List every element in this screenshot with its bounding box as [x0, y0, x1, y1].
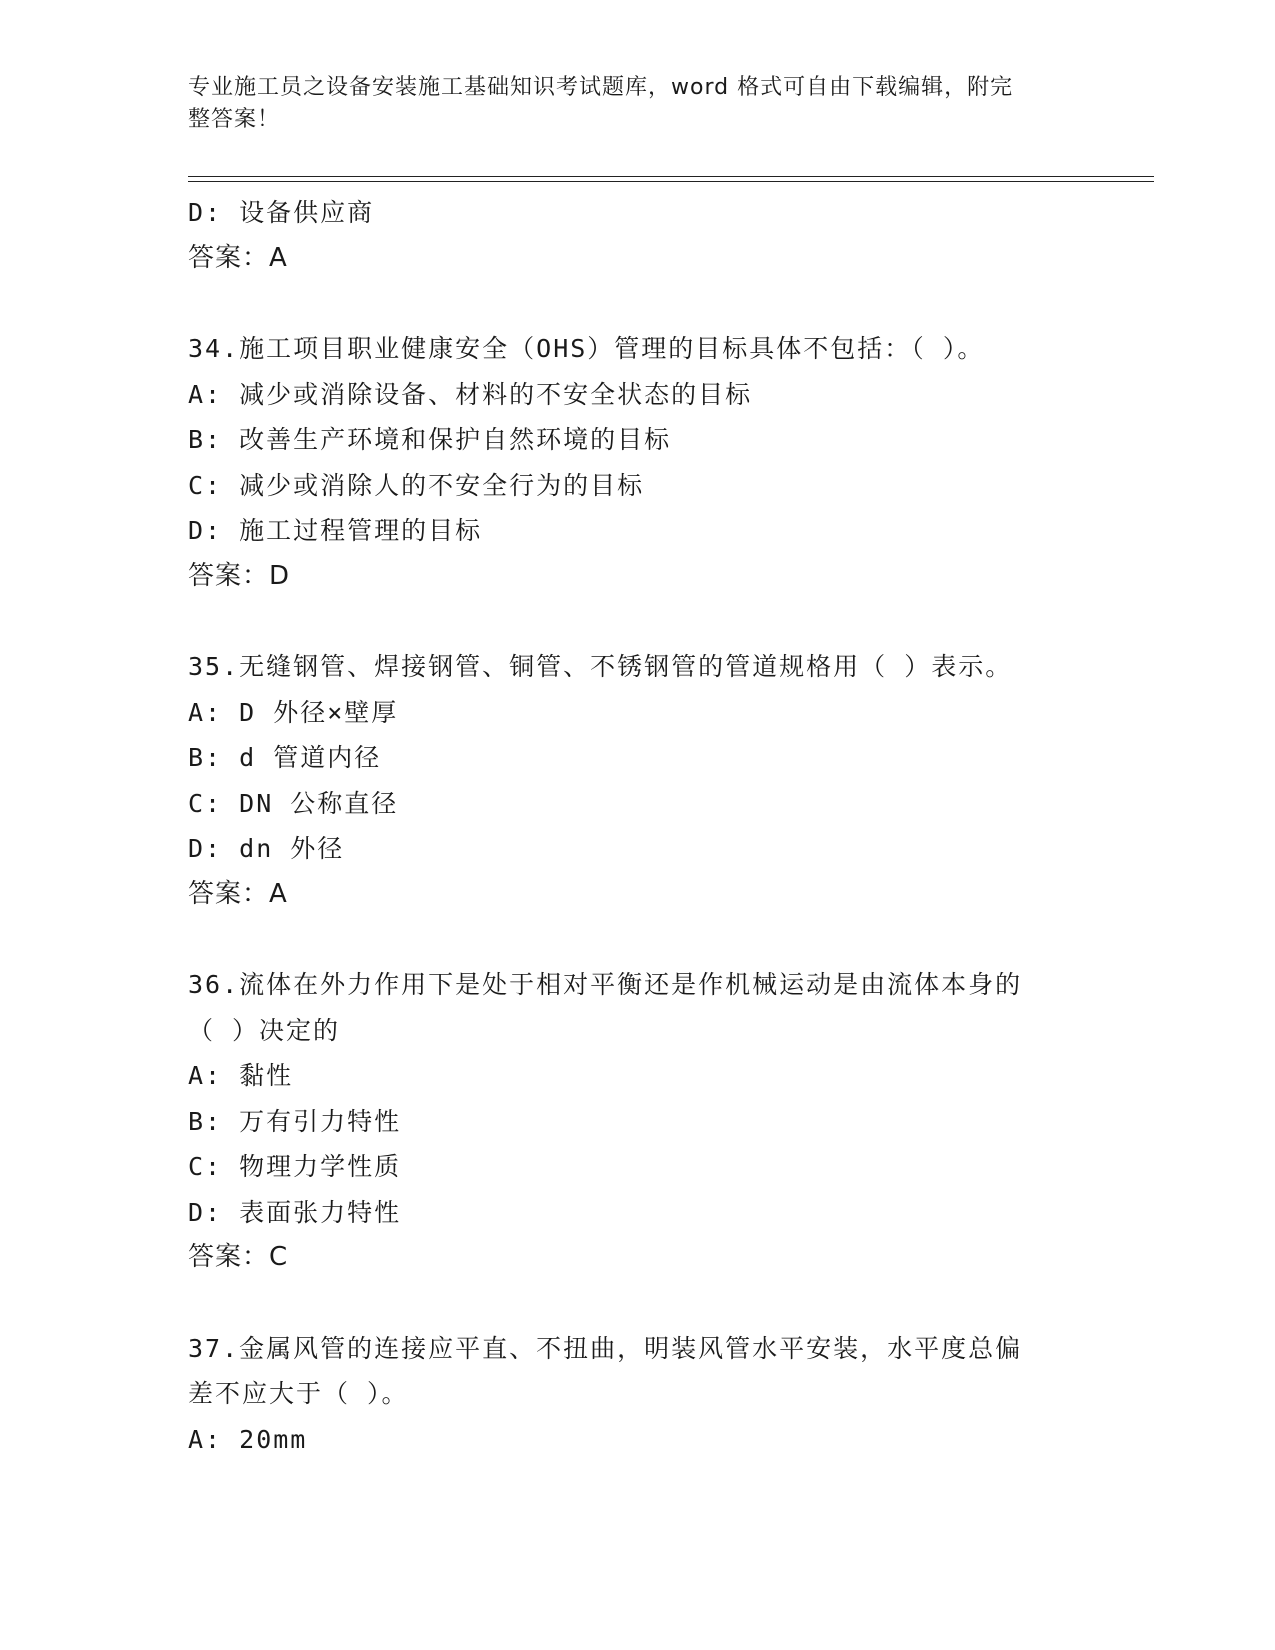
answer-line: 答案：A	[188, 242, 288, 273]
question-33-tail	[188, 190, 1088, 281]
header-divider-bottom	[188, 181, 1154, 182]
question-34	[188, 326, 1088, 599]
option-b: B: 万有引力特性	[188, 1106, 402, 1136]
option-d: D: 设备供应商	[188, 198, 375, 227]
header-divider-top	[188, 176, 1154, 177]
option-a: A: D 外径×壁厚	[188, 697, 399, 727]
question-stem-line-1: 36.流体在外力作用下是处于相对平衡还是作机械运动是由流体本身的	[188, 970, 1023, 999]
document-header	[188, 72, 1088, 136]
option-a: A: 减少或消除设备、材料的不安全状态的目标	[188, 379, 753, 409]
answer-line: 答案：C	[188, 1242, 289, 1272]
header-line-2: 整答案！	[188, 107, 281, 132]
option-b: B: d 管道内径	[188, 743, 382, 772]
answer-line: 答案：A	[188, 878, 288, 909]
option-c: C: 物理力学性质	[188, 1152, 402, 1181]
option-b: B: 改善生产环境和保护自然环境的目标	[188, 425, 672, 454]
option-c: C: 减少或消除人的不安全行为的目标	[188, 470, 645, 500]
option-d: D: dn 外径	[188, 834, 345, 863]
question-37	[188, 1326, 1088, 1463]
answer-line: 答案：D	[188, 560, 291, 591]
question-stem: 34.施工项目职业健康安全（OHS）管理的目标具体不包括：（ ）。	[188, 334, 985, 363]
question-stem-line-1: 37.金属风管的连接应平直、不扭曲，明装风管水平安装，水平度总偏	[188, 1333, 1023, 1363]
option-d: D: 施工过程管理的目标	[188, 516, 483, 545]
question-35	[188, 644, 1088, 917]
option-d: D: 表面张力特性	[188, 1197, 402, 1227]
option-a: A: 20mm	[188, 1424, 308, 1454]
question-stem-line-2: 差不应大于（ ）。	[188, 1379, 409, 1408]
question-stem: 35.无缝钢管、焊接钢管、铜管、不锈钢管的管道规格用（ ）表示。	[188, 652, 1013, 681]
question-stem-line-2: （ ）决定的	[188, 1015, 341, 1045]
header-line-1: 专业施工员之设备安装施工基础知识考试题库，word 格式可自由下载编辑，附完	[188, 75, 1014, 100]
option-c: C: DN 公称直径	[188, 788, 399, 818]
question-36	[188, 962, 1088, 1281]
question-list	[188, 190, 1088, 1462]
option-a: A: 黏性	[188, 1061, 294, 1090]
